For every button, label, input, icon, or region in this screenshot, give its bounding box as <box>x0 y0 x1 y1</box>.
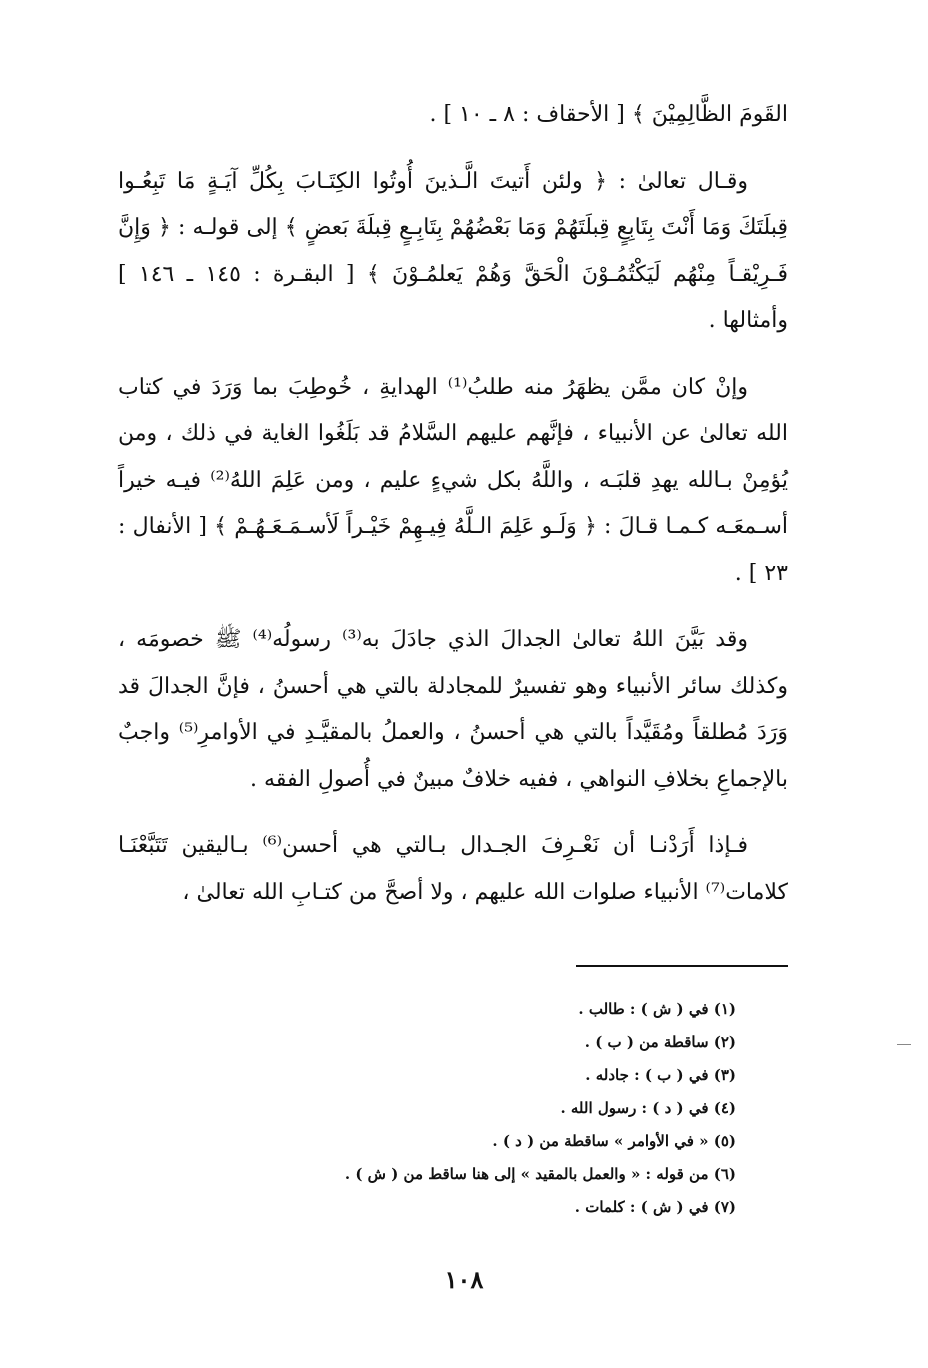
margin-mark <box>897 1044 911 1045</box>
paragraph-4: وقد بَيَّنَ اللهُ تعالىٰ الجدالَ الذي جادَلَ به⁽³⁾ رسولُه⁽⁴⁾ ﷺ خصومَه ، وكذلك سائر الأنبياء وهو تفسيرٌ للمجادلة بالتي هي أحسنُ ، فإنَّ الجدالَ قد وَرَدَ مُطلقاً ومُقَيَّداً بالتي هي أحسنُ ، والعملُ بالمقيَّـدِ في الأوامرِ⁽⁵⁾ واجبٌ بالإجماعِ بخلافِ النواهي ، ففيه خلافٌ مبينٌ في أُصولِ الفقه . <box>118 627 789 792</box>
footnote-6: (٦) من قوله : « والعمل بالمقيد » إلى هنا ساقط من ( ش ) . <box>344 1165 736 1183</box>
footnote-5: (٥) « في الأوامر » ساقطة من ( د ) . <box>492 1132 736 1150</box>
footnote-7: (٧) في ( ش ) : كلمات . <box>574 1198 736 1216</box>
footnotes <box>276 993 736 1224</box>
page-number: ١٠٨ <box>444 1265 484 1294</box>
footnote-2: (٢) ساقطة من ( ب ) . <box>584 1033 736 1051</box>
footnote-1: (١) في ( ش ) : طالب . <box>578 1000 736 1018</box>
paragraph-1: القَومَ الظَّالِمِيْنَ ﴾ [ الأحقاف : ٨ ـ ١٠ ] . <box>429 102 788 127</box>
main-text <box>118 92 788 936</box>
paragraph-5: فـإذا أَرَدْنـا أن نَعْـرِفَ الجـدال بـالتي هي أحسن⁽⁶⁾ بـاليقين تَتَبَّعْنَـا كلامات⁽⁷⁾ الأنبياء صلوات الله عليهم ، ولا أصحَّ من كتـابِ الله تعالىٰ ، <box>118 833 788 905</box>
footnote-3: (٣) في ( ب ) : جادله . <box>585 1066 736 1084</box>
paragraph-2: وقـال تعالىٰ : ﴿ ولئن أَتيتَ الَّـذينَ أُوتُوا الكِتَـابَ بِكُلِّ آيَـةٍ مَا تَبِعُـوا قِبلَتَكَ وَمَا أَنْتَ بِتَابِعٍ قِبلَتَهُمْ وَمَا بَعْضُهُمْ بِتَابِـعٍ قِبلَةَ بَعضٍ ﴾ إلى قولـه : ﴿ وَإِنَّ فَـرِيْقـاً مِنْهُم لَيَكْتُمُـوْنَ الْحَقَّ وَهُمْ يَعلمُـوْنَ ﴾ [ البقـرة : ١٤٥ ـ ١٤٦ ] وأمثالها . <box>118 168 789 333</box>
footnote-4: (٤) في ( د ) : رسول الله . <box>560 1099 736 1117</box>
footnote-separator <box>576 965 788 967</box>
paragraph-3: وإنْ كان ممَّن يظهَرُ منه طلبُ⁽¹⁾ الهدايةِ ، خُوطِبَ بما وَرَدَ في كتاب الله تعالىٰ عن الأنبياء ، فإنَّهم عليهم السَّلامُ قد بَلَغُوا الغاية في ذلك ، ومن يُؤمِنْ بـالله يهدِ قلبَـه ، واللَّهُ بكل شيءٍ عليم ، ومن عَلِمَ اللهُ⁽²⁾ فيـه خيراً أسـمعَـه كـمـا قـالَ : ﴿ وَلَـو عَلِمَ الـلَّهُ فِيـهِمْ خَيْـراً لَأسـمَـعَـهُـمْ ﴾ [ الأنفال : ٢٣ ] . <box>118 374 788 586</box>
